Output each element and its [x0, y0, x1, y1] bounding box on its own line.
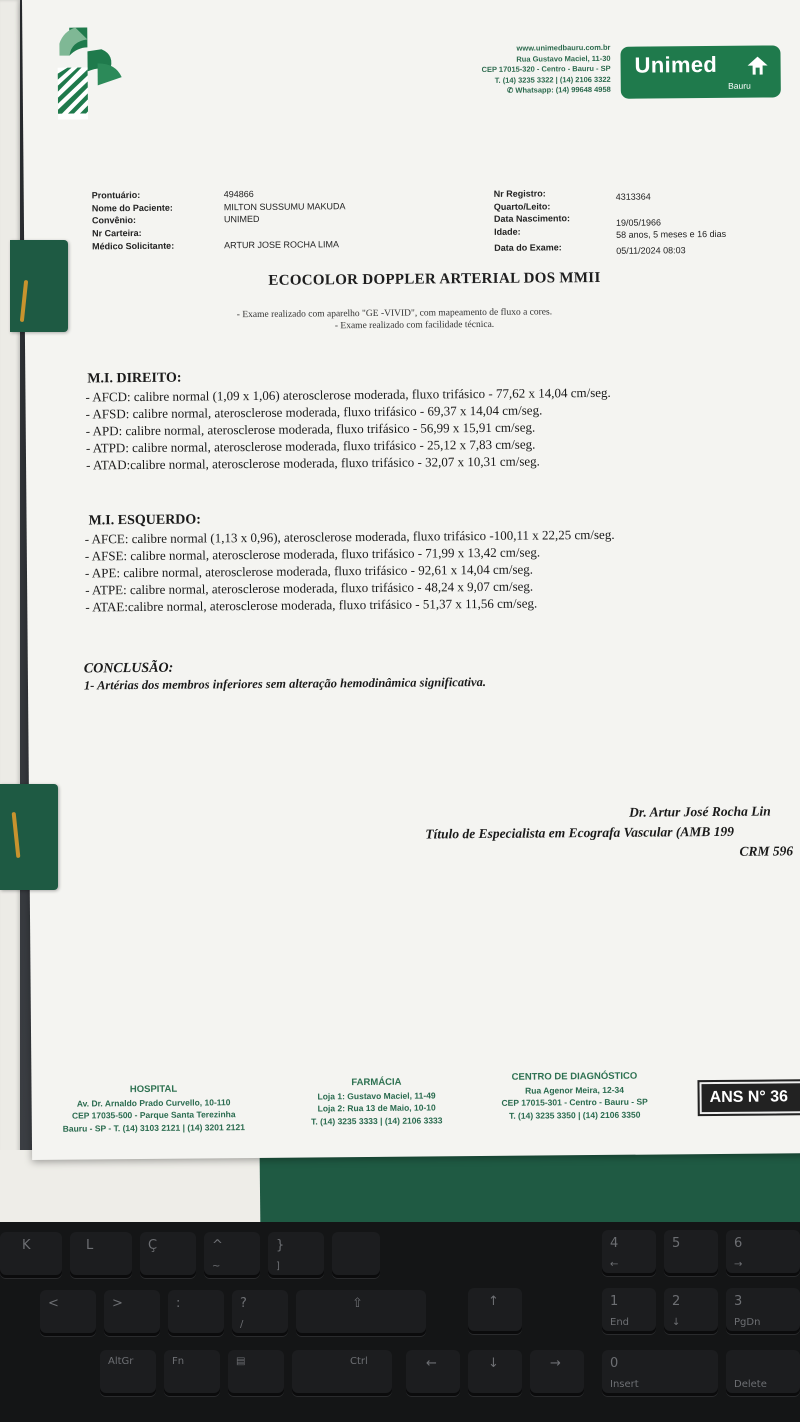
finding-line: - ATPE: calibre normal, aterosclerose moderada, fluxo trifásico - 48,24 x 9,07 cm/seg. [85, 578, 534, 598]
finding-line: - ATAD:calibre normal, aterosclerose moderada, fluxo trifásico - 32,07 x 10,31 cm/seg. [85, 453, 540, 473]
footer-farmacia-line: Loja 1: Gustavo Maciel, 11-49 [317, 1089, 436, 1101]
key-label: ↓ [488, 1356, 499, 1371]
label-carteira: Nr Carteira: [91, 228, 142, 239]
key-label: 4 [610, 1236, 619, 1251]
footer-hospital-line: Av. Dr. Arnaldo Prado Curvello, 10-110 [76, 1096, 231, 1109]
key-menu [228, 1350, 284, 1396]
value-carteira [224, 225, 346, 239]
exam-title: ECOCOLOR DOPPLER ARTERIAL DOS MMII [268, 269, 601, 289]
key-label: ▤ [236, 1356, 246, 1367]
key-label: AltGr [108, 1356, 134, 1367]
whatsapp-text: Whatsapp: (14) 99648 4958 [515, 84, 611, 95]
key-l [70, 1232, 132, 1278]
key-label: ← [426, 1356, 437, 1371]
key-arrow-down [468, 1350, 522, 1396]
key-altgr [100, 1350, 156, 1396]
key-label: 5 [672, 1236, 681, 1251]
value-quarto [616, 203, 726, 215]
address-text: Rua Gustavo Maciel, 11-30 [516, 53, 611, 64]
finding-line: - AFSE: calibre normal, aterosclerose moderada, fluxo trifásico - 71,99 x 13,42 cm/seg. [84, 544, 541, 564]
patient-values-right [616, 190, 727, 258]
footer-diagnostico-line: T. (14) 3235 3350 | (14) 2106 3350 [509, 1109, 641, 1121]
key-label: Ç [148, 1238, 158, 1253]
key-label: K [22, 1238, 31, 1253]
unimed-brand-name: Unimed [634, 51, 718, 78]
label-medico: Médico Solicitante: [92, 240, 175, 252]
finding-line: - APD: calibre normal, aterosclerose moderada, fluxo trifásico - 56,99 x 15,91 cm/seg. [85, 419, 536, 439]
key-sublabel: → [734, 1259, 743, 1270]
key-label: → [550, 1356, 561, 1371]
finding-line: - AFCD: calibre normal (1,09 x 1,06) aterosclerose moderada, fluxo trifásico - 77,62 x 14,04 cm/seg. [85, 384, 611, 405]
label-idade: Idade: [493, 226, 521, 237]
value-medico: ARTUR JOSE ROCHA LIMA [224, 239, 340, 251]
footer-diagnostico [479, 1070, 669, 1122]
patient-labels-right [494, 187, 571, 254]
value-nome: MILTON SUSSUMU MAKUDA [223, 200, 346, 212]
key-num1 [602, 1288, 656, 1334]
section-heading-esquerdo: M.I. ESQUERDO: [88, 512, 202, 529]
key-num5 [664, 1230, 718, 1276]
patient-values-left [224, 187, 346, 252]
key-label: 0 [610, 1356, 619, 1371]
key-blank [332, 1232, 380, 1278]
key-num6 [726, 1230, 800, 1276]
key-label: ⇧ [352, 1296, 363, 1311]
footer-diagnostico-line: Rua Agenor Meira, 12-34 [525, 1084, 625, 1096]
label-data-exame: Data do Exame: [494, 242, 562, 253]
key-arrow-up [468, 1288, 522, 1334]
unimed-tree-icon [747, 55, 769, 75]
conclusion-heading: CONCLUSÃO: [83, 660, 174, 677]
value-prontuario: 494866 [223, 188, 254, 200]
unimed-city: Bauru [728, 80, 751, 91]
key-arrow-left [406, 1350, 460, 1396]
key-arrow-right [530, 1350, 584, 1396]
footer-hospital-heading: HOSPITAL [129, 1083, 178, 1096]
key-label: ↑ [488, 1294, 499, 1309]
binder-clip [20, 280, 28, 322]
key-ctrl [292, 1350, 392, 1396]
footer-diagnostico-heading: CENTRO DE DIAGNÓSTICO [511, 1070, 638, 1083]
key-sublabel: Insert [610, 1379, 639, 1390]
finding-line: - AFSD: calibre normal, aterosclerose moderada, fluxo trifásico - 69,37 x 14,04 cm/seg. [85, 402, 543, 422]
binder-clip [12, 812, 21, 858]
value-idade: 58 anos, 5 meses e 16 dias [616, 229, 727, 241]
footer-farmacia [286, 1076, 466, 1128]
key-label: : [176, 1296, 181, 1311]
label-prontuario: Prontuário: [91, 189, 141, 201]
key-cedilla [140, 1232, 196, 1278]
exam-note-2: - Exame realizado com facilidade técnica. [334, 319, 495, 332]
key-label: Ctrl [350, 1356, 368, 1367]
patient-labels-left [92, 189, 175, 253]
key-shift [296, 1290, 426, 1336]
finding-line: - AFCE: calibre normal (1,13 x 0,96), aterosclerose moderada, fluxo trifásico -100,11 x 22,25 cm/seg. [84, 526, 615, 547]
signature-crm: CRM 596 [739, 843, 794, 859]
key-label: 2 [672, 1294, 681, 1309]
key-label: < [48, 1296, 59, 1311]
binder-tab-bottom [0, 784, 58, 890]
key-k [0, 1232, 62, 1278]
key-num4 [602, 1230, 656, 1276]
key-slash [232, 1290, 288, 1336]
key-sublabel: ← [610, 1259, 619, 1270]
key-label: ? [240, 1296, 247, 1311]
footer-hospital [33, 1083, 273, 1135]
key-label: 1 [610, 1294, 619, 1309]
footer-hospital-line: Bauru - SP - T. (14) 3103 2121 | (14) 3201 2121 [62, 1121, 246, 1134]
unimed-contact-block [442, 43, 610, 97]
value-convenio: UNIMED [223, 214, 260, 225]
ans-badge: ANS N° 36 [699, 1081, 800, 1114]
hospital-logo [57, 27, 128, 120]
key-sublabel: ~ [212, 1261, 221, 1272]
key-comma [40, 1290, 96, 1336]
footer-farmacia-line: T. (14) 3235 3333 | (14) 2106 3333 [311, 1114, 443, 1127]
finding-line: - ATPD: calibre normal, aterosclerose moderada, fluxo trifásico - 25,12 x 7,83 cm/seg. [85, 436, 536, 456]
label-nascimento: Data Nascimento: [493, 213, 571, 225]
value-data-exame: 05/11/2024 08:03 [616, 245, 686, 256]
key-num-del [726, 1350, 800, 1396]
binder-tab-top [10, 240, 68, 332]
value-registro: 4313364 [615, 191, 651, 202]
signature-name: Dr. Artur José Rocha Lin [629, 803, 771, 820]
finding-line: - ATAE:calibre normal, aterosclerose moderada, fluxo trifásico - 51,37 x 11,56 cm/seg. [85, 595, 538, 615]
label-nome: Nome do Paciente: [91, 202, 173, 214]
keyboard [0, 1222, 800, 1422]
key-num0 [602, 1350, 718, 1396]
key-label: L [86, 1238, 94, 1253]
key-label: 6 [734, 1236, 743, 1251]
key-label: Fn [172, 1356, 185, 1367]
signature-title: Título de Especialista em Ecografa Vascular (AMB 199 [425, 823, 734, 842]
website-text: www.unimedbauru.com.br [516, 42, 611, 53]
exam-note-1: - Exame realizado com aparelho "GE -VIVID", com mapeamento de fluxo a cores. [236, 307, 553, 321]
value-nascimento: 19/05/1966 [615, 217, 662, 228]
footer-hospital-line: CEP 17035-500 - Parque Santa Terezinha [71, 1109, 236, 1121]
key-label: ^ [212, 1238, 223, 1253]
key-num2 [664, 1288, 718, 1334]
key-label: > [112, 1296, 123, 1311]
key-semicolon [168, 1290, 224, 1336]
key-label: } [276, 1238, 285, 1253]
section-heading-direito: M.I. DIREITO: [87, 370, 182, 387]
finding-line: - APE: calibre normal, aterosclerose moderada, fluxo trifásico - 92,61 x 14,04 cm/seg. [84, 561, 534, 581]
underlying-sheet [0, 0, 20, 1160]
whatsapp-row [443, 85, 611, 97]
footer-farmacia-line: Loja 2: Rua 13 de Maio, 10-10 [317, 1102, 436, 1114]
conclusion-text: 1- Artérias dos membros inferiores sem alteração hemodinâmica significativa. [83, 674, 486, 693]
key-sublabel: End [610, 1317, 630, 1328]
key-sublabel: ] [276, 1261, 280, 1272]
footer-farmacia-heading: FARMÁCIA [351, 1076, 402, 1089]
key-sublabel: Delete [734, 1379, 767, 1390]
key-period [104, 1290, 160, 1336]
cep-text: CEP 17015-320 - Centro - Bauru - SP [481, 63, 611, 74]
footer-diagnostico-line: CEP 17015-301 - Centro - Bauru - SP [501, 1096, 648, 1108]
folder-edge-green [260, 1147, 800, 1233]
key-num3 [726, 1288, 800, 1334]
key-label: 3 [734, 1294, 743, 1309]
unimed-logo-box [620, 45, 780, 98]
key-bracket [268, 1232, 324, 1278]
key-sublabel: / [240, 1319, 244, 1330]
key-sublabel: PgDn [734, 1317, 761, 1328]
key-tilde [204, 1232, 260, 1278]
whatsapp-icon: ✆ [506, 85, 516, 95]
key-sublabel: ↓ [672, 1317, 681, 1328]
phone-text: T. (14) 3235 3322 | (14) 2106 3322 [494, 74, 611, 85]
label-convenio: Convênio: [91, 215, 136, 226]
key-fn [164, 1350, 220, 1396]
exam-report-paper [22, 0, 800, 1160]
label-registro: Nr Registro: [493, 188, 546, 199]
label-quarto: Quarto/Leito: [493, 201, 551, 212]
